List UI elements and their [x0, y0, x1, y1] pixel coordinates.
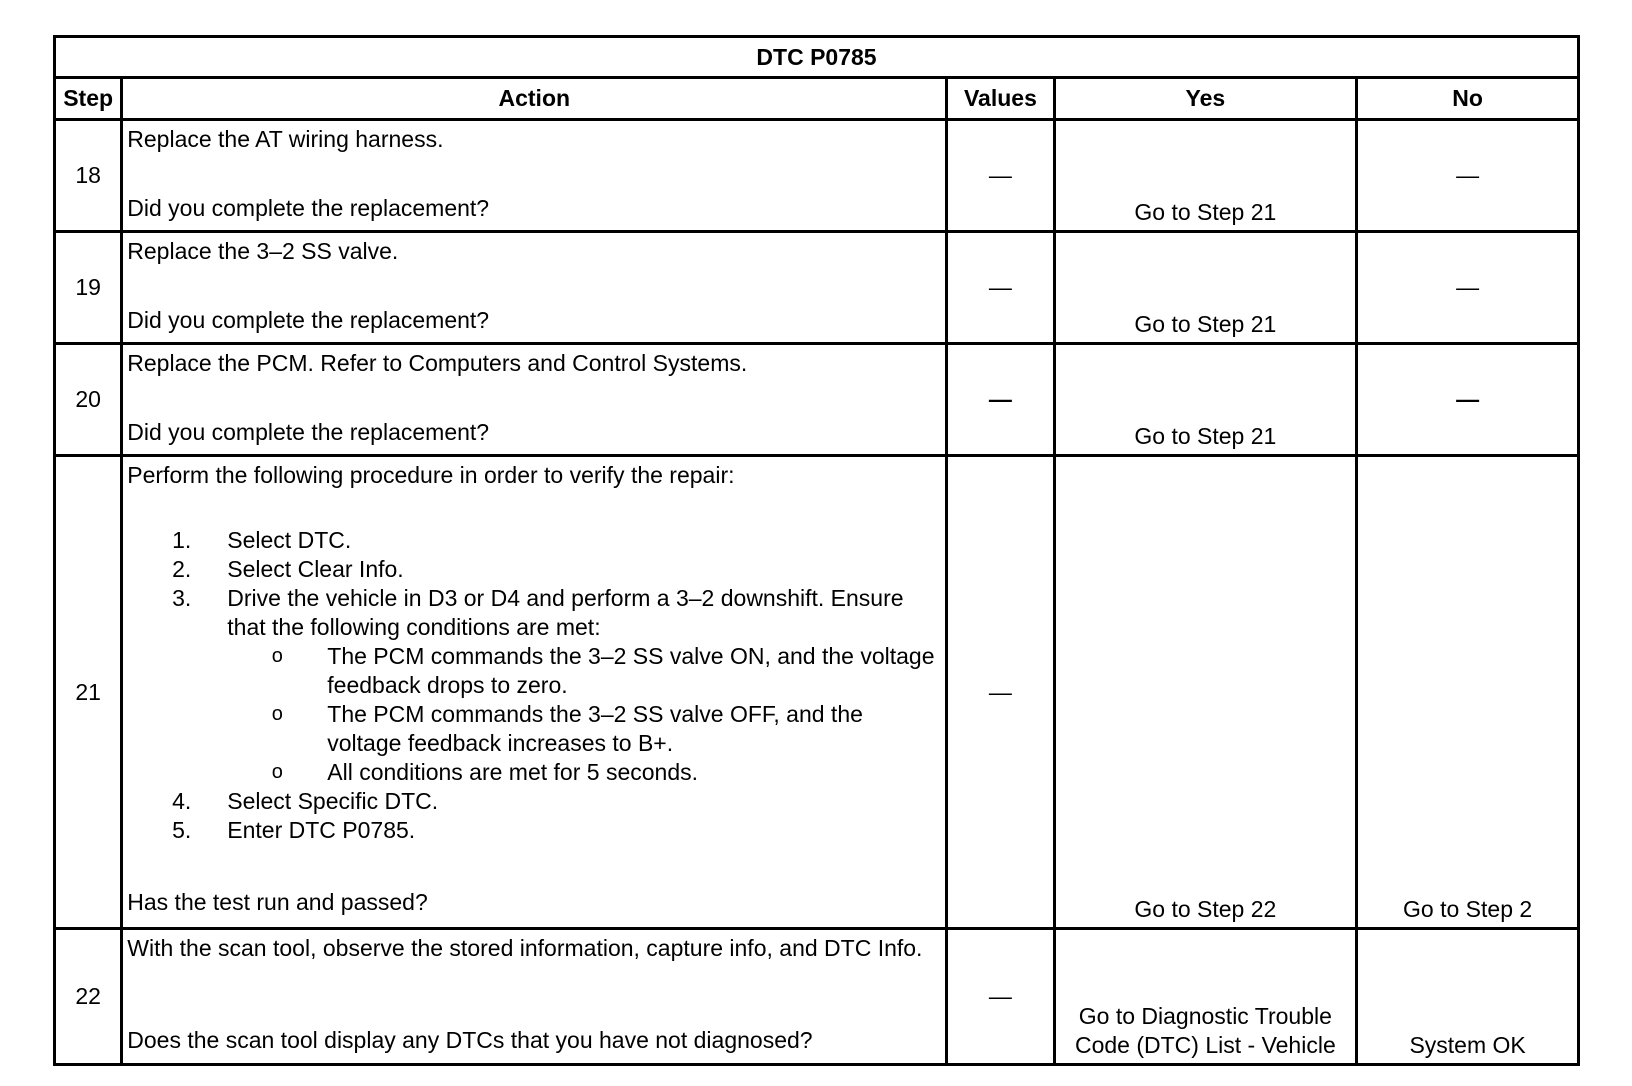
action-cell: [122, 120, 947, 232]
no-cell: System OK: [1357, 929, 1579, 1065]
list-number: 3.: [172, 585, 192, 611]
no-dash: —: [1456, 162, 1480, 188]
list-text: Select Clear Info.: [227, 556, 404, 582]
list-text: Select DTC.: [227, 527, 352, 553]
table-row: [55, 456, 1579, 929]
list-number: 1.: [172, 527, 192, 553]
condition-text: The PCM commands the 3–2 SS valve OFF, and the voltage feedback increases to B+.: [327, 701, 863, 756]
table-row: [55, 120, 1579, 232]
step-number: 21: [55, 456, 122, 929]
step-number: 19: [55, 232, 122, 344]
no-cell: [1357, 344, 1579, 456]
action-question: Has the test run and passed?: [127, 889, 428, 915]
condition-text: All conditions are met for 5 seconds.: [327, 759, 699, 785]
condition-text: The PCM commands the 3–2 SS valve ON, and the voltage feedback drops to zero.: [327, 643, 935, 698]
list-text: Enter DTC P0785.: [227, 817, 416, 843]
action-question: Did you complete the replacement?: [127, 419, 490, 445]
yes-cell: Go to Step 22: [1054, 456, 1357, 929]
action-text: Replace the AT wiring harness.: [127, 126, 444, 152]
no-dash: —: [1456, 274, 1480, 300]
procedure-list: [127, 526, 941, 845]
action-cell: [122, 344, 947, 456]
yes-cell: Go to Step 21: [1054, 120, 1357, 232]
table-title: DTC P0785: [55, 37, 1579, 78]
action-cell: [122, 232, 947, 344]
list-number: 4.: [172, 788, 192, 814]
values-dash: —: [988, 274, 1012, 300]
values-dash: —: [988, 678, 1012, 705]
yes-cell: Go to Step 21: [1054, 344, 1357, 456]
list-item: [227, 758, 941, 787]
list-item: [127, 787, 941, 816]
bullet-icon: o: [271, 761, 283, 783]
conditions-list: [227, 642, 941, 787]
step-number: 18: [55, 120, 122, 232]
dtc-table: [53, 35, 1580, 1066]
action-text: Replace the 3–2 SS valve.: [127, 238, 399, 264]
list-item: [127, 555, 941, 584]
table-row: [55, 929, 1579, 1065]
yes-cell: Go to Diagnostic Trouble Code (DTC) List - Vehicle: [1054, 929, 1357, 1065]
list-item: [227, 700, 941, 758]
values-cell: [947, 456, 1054, 929]
action-question: Did you complete the replacement?: [127, 307, 490, 333]
values-cell: [947, 344, 1054, 456]
values-cell: [947, 120, 1054, 232]
header-step: Step: [55, 78, 122, 120]
no-dash: —: [1456, 386, 1480, 412]
list-item: [127, 526, 941, 555]
no-cell: Go to Step 2: [1357, 456, 1579, 929]
list-item: [227, 642, 941, 700]
action-text: With the scan tool, observe the stored information, capture info, and DTC Info.: [127, 935, 923, 961]
header-action: Action: [122, 78, 947, 120]
action-text: Replace the PCM. Refer to Computers and Control Systems.: [127, 350, 748, 376]
action-cell: [122, 456, 947, 929]
values-dash: —: [988, 386, 1012, 412]
no-cell: [1357, 232, 1579, 344]
table-row: [55, 344, 1579, 456]
yes-cell: Go to Step 21: [1054, 232, 1357, 344]
action-question: Did you complete the replacement?: [127, 195, 490, 221]
list-number: 2.: [172, 556, 192, 582]
values-dash: —: [988, 983, 1012, 1009]
values-cell: [947, 232, 1054, 344]
action-question: Does the scan tool display any DTCs that you have not diagnosed?: [127, 1027, 813, 1053]
no-cell: [1357, 120, 1579, 232]
values-dash: —: [988, 162, 1012, 188]
list-number: 5.: [172, 817, 192, 843]
list-item: [127, 816, 941, 845]
table-row: [55, 232, 1579, 344]
bullet-icon: o: [271, 703, 283, 725]
bullet-icon: o: [271, 645, 283, 667]
header-row: [55, 78, 1579, 120]
step-number: 20: [55, 344, 122, 456]
table-title-row: [55, 37, 1579, 78]
list-item: [127, 584, 941, 787]
step-number: 22: [55, 929, 122, 1065]
header-values: Values: [947, 78, 1054, 120]
list-text: Drive the vehicle in D3 or D4 and perform a 3–2 downshift. Ensure that the following conditions are met:: [227, 585, 904, 640]
action-cell: [122, 929, 947, 1065]
header-no: No: [1357, 78, 1579, 120]
action-text: Perform the following procedure in order to verify the repair:: [127, 462, 735, 488]
list-text: Select Specific DTC.: [227, 788, 439, 814]
header-yes: Yes: [1054, 78, 1357, 120]
values-cell: [947, 929, 1054, 1065]
